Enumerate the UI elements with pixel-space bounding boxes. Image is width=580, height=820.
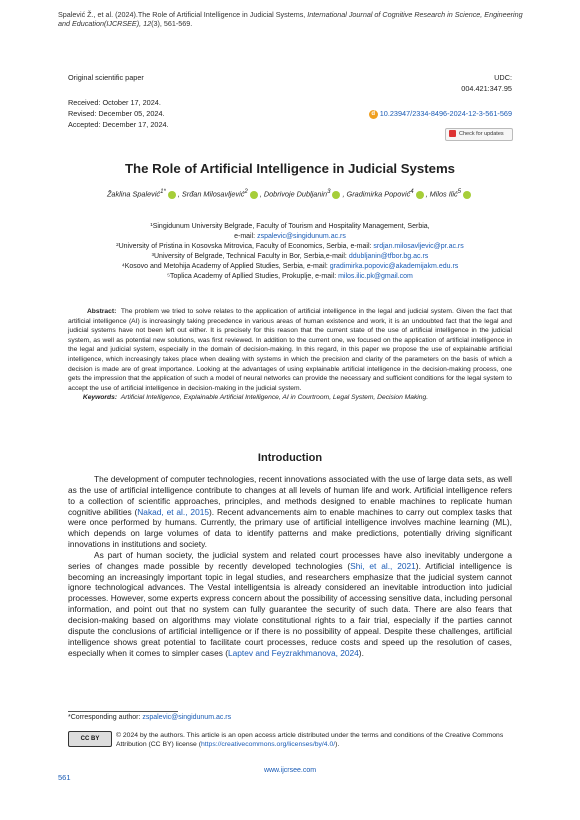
affiliation-text: ⁵Toplica Academy of Apllied Studies, Prokuplje, xyxy=(167,273,316,280)
orcid-icon[interactable] xyxy=(168,191,176,199)
author-name: Srđan Milosavljević xyxy=(181,189,245,199)
author-name: Dobrivoje Dubljanin xyxy=(263,189,328,199)
author-sup: 4 xyxy=(410,188,414,195)
email-link[interactable]: gradimirka.popovic@akademijakm.edu.rs xyxy=(329,263,459,270)
abstract-text: The problem we tried to solve relates to the application of artificial intelligence in the legal and judicial system. Given the fact that artificial intelligence (AI) is increasingly taking precedence in various areas of human existence and work, it is an undoubted fact that the legal and judicial systems have not been left out either. It is precisely for this reason that the current state of the use of artificial intelligence in the judicial system, as well as potential new solutions, was first reviewed. In addition to the current one, we focused on the application of artificial intelligence in the legal and judicial system, especially in the domain of decision-making. In this regard, in this paper we propose the use of explainable artificial intelligence, which increasingly takes place when dealing with systems in which the precision and clarity of the parameters on the basis of which a decision is made are of great importance. Looking at the advantages of using explainable artificial intelligence in the decision-making process, one gets the impression that the application of such a model of neural networks can provide the necessary and sufficient conditions for the legal system to accept the use of artificial intelligence in decision-making in the judicial system. xyxy=(68,308,512,392)
check-updates-label: Check for updates xyxy=(459,131,504,137)
author-name: Milos Ilić xyxy=(429,189,458,199)
affiliation-5 xyxy=(40,272,540,282)
corresponding-author-footnote xyxy=(68,714,231,721)
journal-website-link[interactable]: www.ijcrsee.com xyxy=(263,767,317,774)
affiliation-4 xyxy=(40,262,540,272)
revised-date: Revised: December 05, 2024. xyxy=(68,109,165,118)
paper-title: The Role of Artificial Intelligence in Judicial Systems xyxy=(124,161,455,176)
author-sup: 5 xyxy=(457,188,462,195)
citation-link[interactable]: Shi, et al., 2021 xyxy=(350,560,416,571)
accepted-date: Accepted: December 17, 2024. xyxy=(68,120,169,129)
paragraph-text: As part of human society, the judicial system and related court processes have also inevitably undergone a series of changes made possible by recently developed technologies ( xyxy=(68,549,512,571)
license-link[interactable]: https://creativecommons.org/licenses/by/4.0/ xyxy=(201,741,336,748)
orcid-icon[interactable] xyxy=(463,191,471,199)
citation-link[interactable]: Nakad, et al., 2015 xyxy=(137,506,209,517)
affiliation-text: ¹Singidunum University Belgrade, Faculty of Tourism and Hospitality Management, Serbia, xyxy=(150,223,430,230)
received-date: Received: October 17, 2024. xyxy=(68,98,161,107)
email-label: e-mail: xyxy=(234,233,258,240)
doi-link[interactable]: 10.23947/2334-8496-2024-12-3-561-569 xyxy=(379,109,512,118)
citation-link[interactable]: Laptev and Feyzrakhmanova, 2024 xyxy=(227,647,359,658)
email-link[interactable]: milos.ilic.pk@gmail.com xyxy=(338,273,413,280)
footnote-email-link[interactable]: zspalevic@singidunum.ac.rs xyxy=(142,714,232,721)
introduction-body xyxy=(68,474,512,658)
author-name: Gradimirka Popović xyxy=(346,189,411,199)
email-label: e-mail: xyxy=(315,273,339,280)
udc-label: UDC: xyxy=(494,73,512,82)
affiliation-1 xyxy=(40,222,540,232)
affiliation-text: ³University of Belgrade, Technical Faculty in Bor, Serbia, xyxy=(151,253,326,260)
paragraph-text: ). xyxy=(358,647,364,658)
footnote-label: *Corresponding author: xyxy=(68,714,143,721)
doi-icon: d xyxy=(369,110,378,119)
page-number: 561 xyxy=(58,773,71,782)
doi-line[interactable] xyxy=(369,109,512,119)
email-label: e-mail: xyxy=(325,253,349,260)
orcid-icon[interactable] xyxy=(416,191,424,199)
paper-type: Original scientific paper xyxy=(68,73,144,82)
section-heading-introduction: Introduction xyxy=(257,452,323,464)
email-link[interactable]: ddubljanin@tfbor.bg.ac.rs xyxy=(348,253,429,260)
footnote-divider xyxy=(68,711,178,712)
check-for-updates-button[interactable] xyxy=(445,128,513,141)
author-name: Žaklina Spalević xyxy=(106,189,161,199)
paragraph xyxy=(68,474,512,550)
header-issue: (3), 561-569. xyxy=(151,19,193,28)
author-sup: 1* xyxy=(160,188,166,195)
paragraph-text: ). Recent advancements aim to enable machines to carry out complex tasks that were once performed by humans. Currently, the primary use of artificial intelligence involves machine learning (ML), which depends on large volumes of data to identify patterns and make predictions, potentially driving significant innovations in institutions and society. xyxy=(68,506,512,550)
author-sup: 2 xyxy=(244,188,248,195)
udc-value: 004.421:347.95 xyxy=(461,84,512,93)
author-sup: 3 xyxy=(327,188,331,195)
paragraph-text: The development of computer technologies, recent innovations associated with the use of large data sets, as well as the use of artificial intelligence contribute to changes at all levels of human life and work. Artificial intelligence refers to a collection of scientific approaches, principles, and methods designed to enable machines to replicate human cognitive abilities ( xyxy=(68,474,512,517)
affiliation-1-email xyxy=(40,232,540,242)
orcid-icon[interactable] xyxy=(250,191,258,199)
paragraph-text: ). Artificial intelligence is becoming an increasingly important topic in legal studies, and researchers emphasize that the judicial system cannot ignore technological advances. The Vestal intelligentsia is already considered an inevitable introduction into judicial processes. However, some experts express concern about the possibility of accessing sensitive data, including personal information, and point out that no system can fully guarantee the security of such data. There are also fears that decision-making based on algorithms may violate constitutional rights to a fair trial, especially if the parties cannot dispute the conclusions of artificial intelligence or if there is no possibility of appeal. Despite these challenges, artificial intelligence shows great potential to facilitate court processes, reduce costs and speed up the resolution of cases, especially when it comes to simpler cases ( xyxy=(68,560,512,658)
orcid-icon[interactable] xyxy=(332,191,340,199)
keywords-text: Artificial Intelligence, Explainable Artificial Intelligence, AI in Courtroom, Legal System, Decision Making. xyxy=(120,394,429,402)
license-end: ). xyxy=(335,741,340,748)
keywords-label: Keywords: xyxy=(82,394,118,402)
abstract xyxy=(68,307,512,403)
paragraph xyxy=(68,550,512,658)
license-text xyxy=(116,731,516,749)
email-label: e-mail: xyxy=(350,243,374,250)
abstract-label: Abstract: xyxy=(86,308,117,315)
affiliation-3 xyxy=(40,252,540,262)
cc-by-badge[interactable]: CC BY xyxy=(68,731,112,747)
header-journal: International Journal of Cognitive Research in Science, Engineering and Education(IJCRSEE), 12 xyxy=(58,10,523,28)
affiliation-2 xyxy=(40,242,540,252)
running-header xyxy=(58,10,528,28)
email-link[interactable]: zspalevic@singidunum.ac.rs xyxy=(257,233,346,240)
check-updates-icon xyxy=(449,130,456,137)
affiliation-text: ⁴Kosovo and Metohija Academy of Applied Studies, Serbia, xyxy=(121,263,307,270)
author-list: Žaklina Spalević$^{1*}$ , Srđan Milosavljević$^2$ , Dobrivoje Dubljanin$^3$ , Gradimirka Popović$^4$ , Milos Ilić$^5$ xyxy=(0,188,580,199)
email-label: e-mail: xyxy=(306,263,330,270)
affiliation-text: ²University of Pristina in Kosovska Mitrovica, Faculty of Economics, Serbia, xyxy=(116,243,351,250)
email-link[interactable]: srdjan.milosavljevic@pr.ac.rs xyxy=(373,243,464,250)
license-body: © 2024 by the authors. This article is an open access article distributed under the terms and conditions of the Creative Commons Attribution (CC BY) license ( xyxy=(116,732,504,748)
header-citation: Spalević Ž., et al. (2024).The Role of Artificial Intelligence in Judicial Systems, xyxy=(58,10,308,19)
